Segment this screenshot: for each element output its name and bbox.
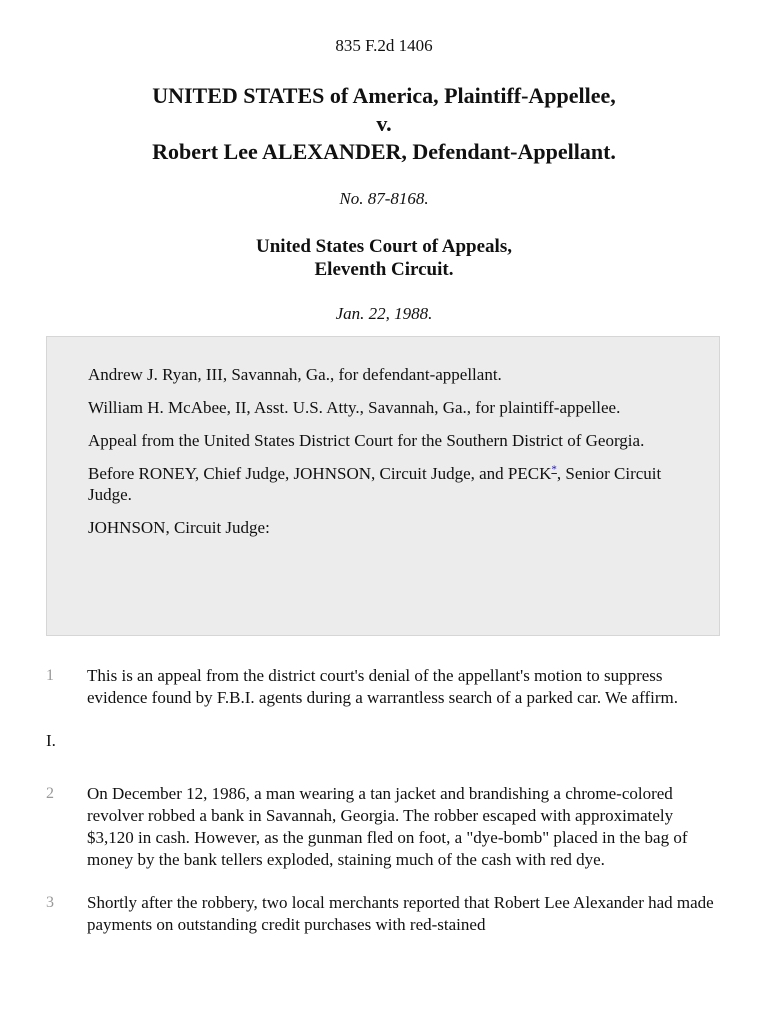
paragraph <box>0 892 768 936</box>
footnote-link[interactable]: * <box>551 463 557 476</box>
section-heading: I. <box>46 731 56 750</box>
opinion-body <box>0 665 768 957</box>
paragraph-number: 3 <box>46 894 54 911</box>
paragraph-text: On December 12, 1986, a man wearing a tan jacket and brandishing a chrome-colored revolver robbed a bank in Savannah, Georgia. The robber escaped with approximately $3,120 in cash. However, as the gunman fled on foot, a "dye-bomb" placed in the bag of money by the bank tellers exploded, staining much of the cash with red dye. <box>87 784 688 869</box>
paragraph-number: 2 <box>46 785 54 802</box>
paragraph <box>0 665 768 709</box>
caption-defendant: Robert Lee ALEXANDER, Defendant-Appellant. <box>152 139 616 164</box>
prelims-box <box>46 336 720 636</box>
case-caption <box>0 82 768 166</box>
paragraph-text: Shortly after the robbery, two local merchants reported that Robert Lee Alexander had made payments on outstanding credit purchases with red-stained <box>87 893 714 934</box>
paragraph <box>0 783 768 871</box>
decision-date: Jan. 22, 1988. <box>335 304 433 323</box>
opinion-author: JOHNSON, Circuit Judge: <box>88 518 270 537</box>
caption-versus: v. <box>376 111 392 136</box>
panel-prefix: Before RONEY, Chief Judge, JOHNSON, Circuit Judge, and PECK <box>88 464 552 483</box>
paragraph-text: This is an appeal from the district court's denial of the appellant's motion to suppress evidence found by F.B.I. agents during a warrantless search of a parked car. We affirm. <box>87 666 678 707</box>
appeal-from: Appeal from the United States District Court for the Southern District of Georgia. <box>88 431 645 450</box>
citation: 835 F.2d 1406 <box>335 36 433 55</box>
caption-plaintiff: UNITED STATES of America, Plaintiff-Appellee, <box>152 83 616 108</box>
counsel-defendant: Andrew J. Ryan, III, Savannah, Ga., for defendant-appellant. <box>88 365 502 384</box>
counsel-plaintiff: William H. McAbee, II, Asst. U.S. Atty., Savannah, Ga., for plaintiff-appellee. <box>88 398 621 417</box>
court-name-line2: Eleventh Circuit. <box>314 259 454 280</box>
court-name <box>0 235 768 281</box>
panel <box>88 463 679 505</box>
paragraph-number: 1 <box>46 667 54 684</box>
docket-number: No. 87-8168. <box>339 189 429 208</box>
panel-suffix: , Senior Circuit Judge. <box>88 464 662 504</box>
court-name-line1: United States Court of Appeals, <box>256 236 512 257</box>
